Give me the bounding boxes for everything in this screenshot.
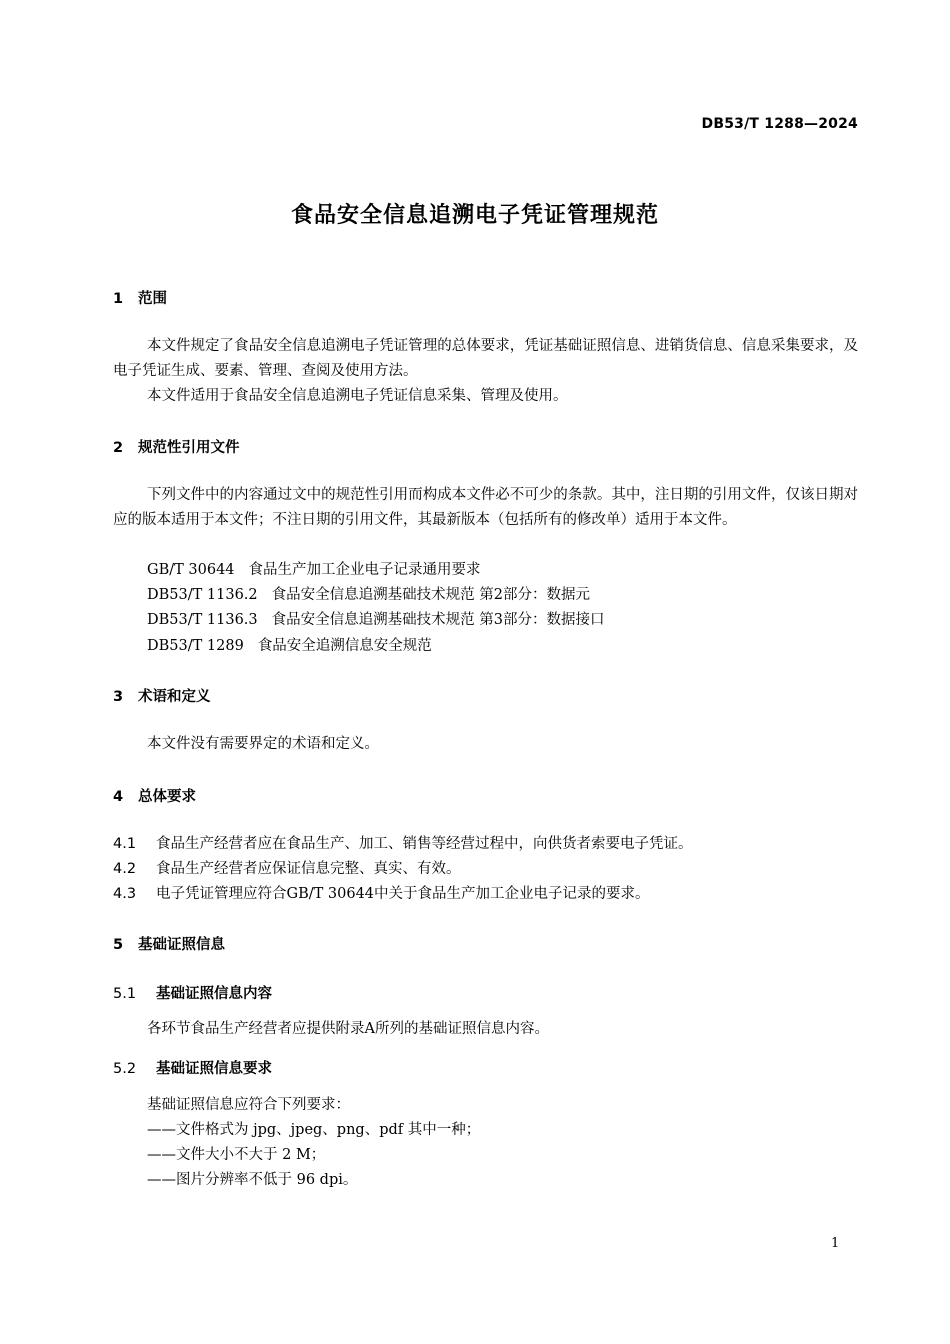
requirement-list-item: ——文件格式为 jpg、jpeg、png、pdf 其中一种；	[147, 1122, 481, 1138]
subsection-title: 基础证照信息要求	[156, 1061, 272, 1077]
section-number: 5	[113, 937, 124, 953]
subsection-5-1-heading	[113, 982, 272, 1003]
reference-code: GB/T 30644	[147, 562, 235, 578]
section-number: 2	[113, 440, 124, 456]
section-5-heading	[113, 933, 225, 954]
section-number: 1	[113, 291, 124, 307]
clause-4-2	[113, 857, 461, 882]
section-3-heading	[113, 685, 211, 706]
section-title: 总体要求	[138, 789, 196, 805]
subsection-5-1-paragraph: 各环节食品生产经营者应提供附录A所列的基础证照信息内容。	[147, 1021, 549, 1037]
requirement-list-item: ——图片分辨率不低于 96 dpi。	[147, 1172, 358, 1188]
clause-number: 4.3	[113, 886, 137, 902]
section-number: 4	[113, 789, 124, 805]
clause-text: 食品生产经营者应在食品生产、加工、销售等经营过程中，向供货者索要电子凭证。	[156, 836, 693, 852]
reference-code: DB53/T 1136.2	[147, 587, 258, 603]
section-1-heading	[113, 287, 167, 308]
section-2-heading	[113, 436, 240, 457]
clause-number: 4.2	[113, 861, 137, 877]
section-2-paragraph-1: 下列文件中的内容通过文中的规范性引用而构成本文件必不可少的条款。其中，注日期的引用文件，仅该日期对应的版本适用于本文件；不注日期的引用文件，其最新版本（包括所有的修改单）适用于本文件。	[113, 487, 858, 528]
clause-text: 食品生产经营者应保证信息完整、真实、有效。	[156, 861, 461, 877]
section-number: 3	[113, 689, 124, 705]
section-4-heading	[113, 785, 196, 806]
subsection-number: 5.1	[113, 986, 137, 1002]
section-title: 范围	[138, 291, 167, 307]
subsection-5-2-heading	[113, 1057, 272, 1078]
normative-reference-item	[147, 634, 432, 659]
normative-reference-item	[147, 583, 590, 608]
reference-name: 食品安全信息追溯基础技术规范 第3部分：数据接口	[271, 612, 605, 628]
reference-name: 食品安全信息追溯基础技术规范 第2部分：数据元	[271, 587, 590, 603]
subsection-number: 5.2	[113, 1061, 137, 1077]
subsection-5-2-intro: 基础证照信息应符合下列要求：	[147, 1097, 350, 1113]
document-title: 食品安全信息追溯电子凭证管理规范	[290, 203, 659, 228]
standard-code: DB53/T 1288—2024	[701, 116, 858, 132]
section-1-paragraph-1: 本文件规定了食品安全信息追溯电子凭证管理的总体要求，凭证基础证照信息、进销货信息、信息采集要求，及电子凭证生成、要素、管理、查阅及使用方法。	[113, 338, 858, 379]
normative-reference-item	[147, 608, 604, 633]
subsection-title: 基础证照信息内容	[156, 986, 272, 1002]
section-1-paragraph-2: 本文件适用于食品安全信息追溯电子凭证信息采集、管理及使用。	[147, 388, 568, 404]
section-3-paragraph-1: 本文件没有需要界定的术语和定义。	[147, 736, 379, 752]
clause-number: 4.1	[113, 836, 137, 852]
reference-code: DB53/T 1136.3	[147, 612, 258, 628]
normative-reference-item	[147, 558, 481, 583]
requirement-list-item: ——文件大小不大于 2 M；	[147, 1147, 326, 1163]
clause-4-1	[113, 832, 693, 857]
section-title: 基础证照信息	[138, 937, 225, 953]
page-number: 1	[831, 1236, 840, 1251]
section-title: 规范性引用文件	[138, 440, 240, 456]
reference-code: DB53/T 1289	[147, 638, 244, 654]
reference-name: 食品安全追溯信息安全规范	[257, 638, 432, 654]
clause-4-3	[113, 882, 650, 907]
section-title: 术语和定义	[138, 689, 211, 705]
clause-text: 电子凭证管理应符合GB/T 30644中关于食品生产加工企业电子记录的要求。	[156, 886, 650, 902]
reference-name: 食品生产加工企业电子记录通用要求	[248, 562, 481, 578]
